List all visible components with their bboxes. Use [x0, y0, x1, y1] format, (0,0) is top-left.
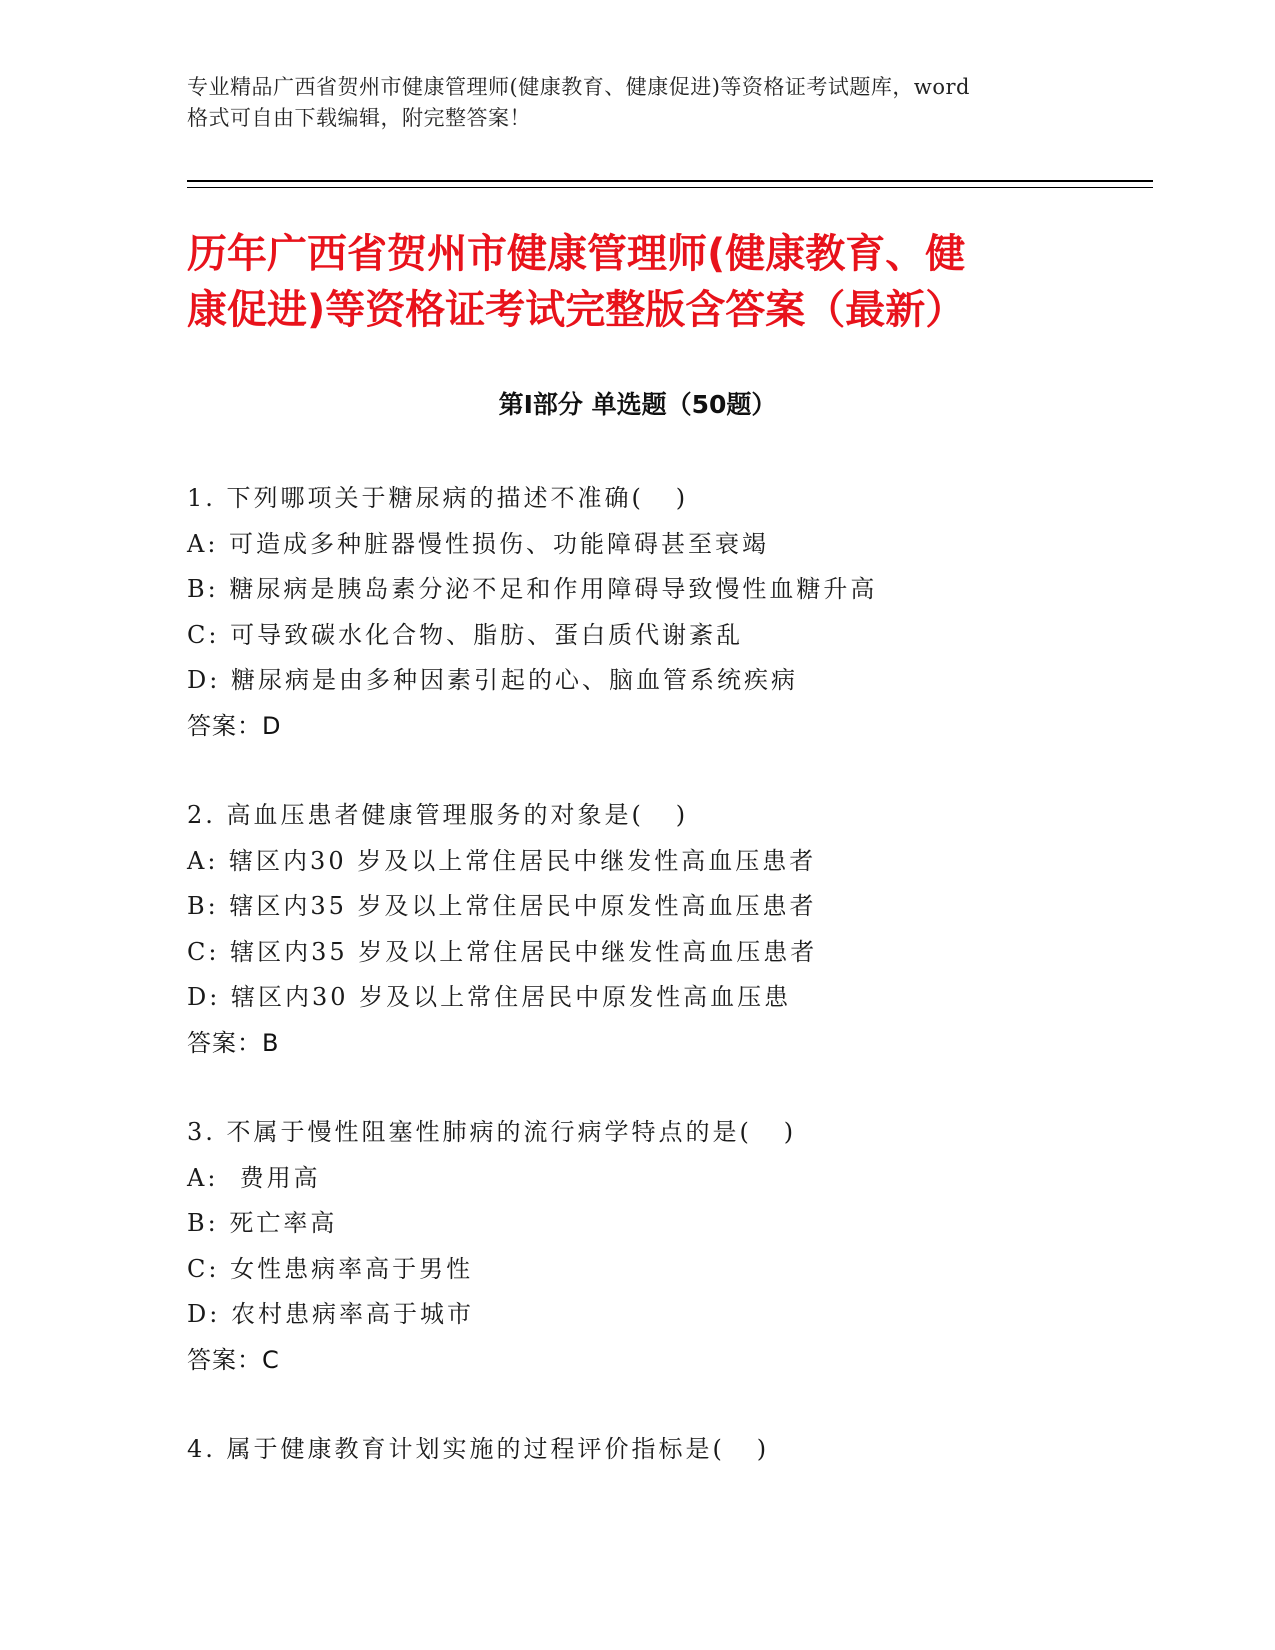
title-line-1: 历年广西省贺州市健康管理师(健康教育、健 [187, 231, 966, 277]
option-c: C: 辖区内35 岁及以上常住居民中继发性高血压患者 [187, 937, 818, 966]
question-1 [187, 476, 1137, 749]
title-line-2: 康促进)等资格证考试完整版含答案（最新） [187, 287, 966, 333]
header-divider-top [187, 180, 1153, 182]
option-a: A: 费用高 [187, 1163, 321, 1192]
option-c: C: 女性患病率高于男性 [187, 1254, 474, 1283]
answer: 答案：D [187, 711, 282, 740]
question-stem: 3. 不属于慢性阻塞性肺病的流行病学特点的是( ) [187, 1118, 797, 1146]
question-2 [187, 793, 1137, 1066]
question-stem: 1. 下列哪项关于糖尿病的描述不准确( ) [187, 484, 689, 512]
option-d: D: 农村患病率高于城市 [187, 1300, 474, 1328]
answer: 答案：B [187, 1028, 280, 1057]
option-a: A: 辖区内30 岁及以上常住居民中继发性高血压患者 [187, 846, 817, 875]
question-4 [187, 1427, 1137, 1473]
document-title [187, 226, 1107, 338]
option-b: B: 死亡率高 [187, 1209, 338, 1237]
header-line-2: 格式可自由下载编辑，附完整答案！ [187, 106, 531, 130]
answer: 答案：C [187, 1345, 280, 1374]
header-divider-bottom [187, 187, 1153, 188]
option-d: D: 糖尿病是由多种因素引起的心、脑血管系统疾病 [187, 666, 798, 694]
option-d: D: 辖区内30 岁及以上常住居民中原发性高血压患 [187, 983, 792, 1011]
option-a: A: 可造成多种脏器慢性损伤、功能障碍甚至衰竭 [187, 529, 770, 558]
page-header [187, 72, 1087, 134]
question-3 [187, 1110, 1137, 1383]
question-list [187, 476, 1137, 1517]
section-title: 第Ⅰ部分 单选题（50题） [498, 390, 777, 419]
option-b: B: 辖区内35 岁及以上常住居民中原发性高血压患者 [187, 892, 817, 920]
question-stem: 4. 属于健康教育计划实施的过程评价指标是( ) [187, 1435, 770, 1463]
header-line-1: 专业精品广西省贺州市健康管理师(健康教育、健康促进)等资格证考试题库，word [187, 75, 970, 99]
option-c: C: 可导致碳水化合物、脂肪、蛋白质代谢紊乱 [187, 620, 744, 649]
question-stem: 2. 高血压患者健康管理服务的对象是( ) [187, 801, 689, 829]
option-b: B: 糖尿病是胰岛素分泌不足和作用障碍导致慢性血糖升高 [187, 575, 878, 603]
